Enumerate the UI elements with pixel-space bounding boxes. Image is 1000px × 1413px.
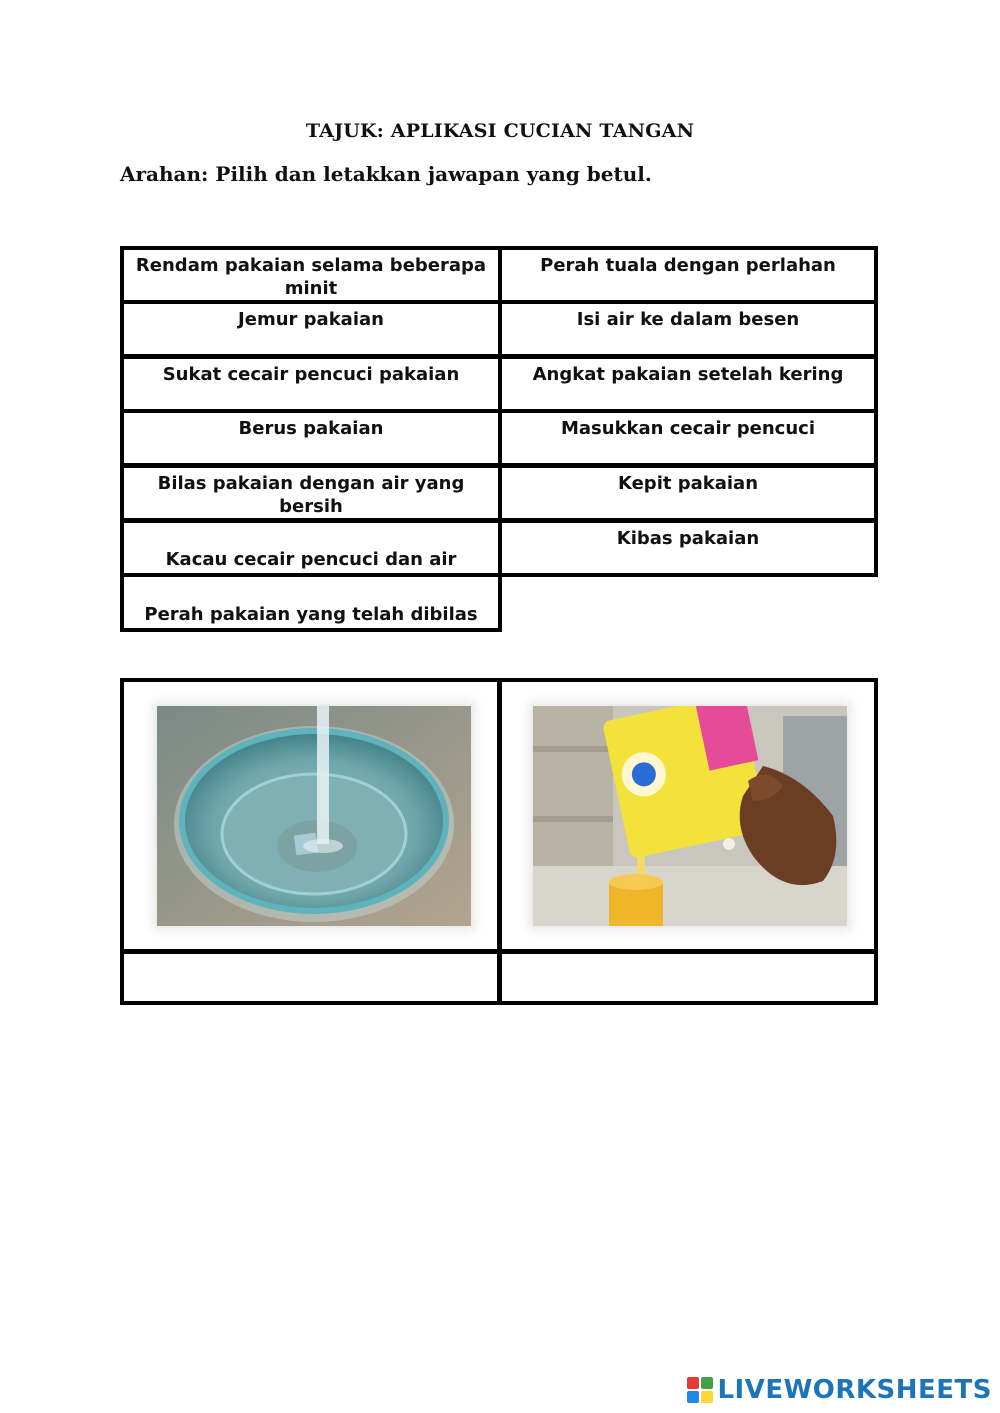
option-right-6[interactable] <box>498 519 878 577</box>
answer-dropzone-1[interactable] <box>124 954 497 1001</box>
option-label: Masukkan cecair pencuci <box>561 418 815 439</box>
option-right-1[interactable] <box>498 246 878 304</box>
option-left-6[interactable] <box>120 519 502 577</box>
logo-mark-icon <box>687 1377 713 1403</box>
option-label: Perah pakaian yang telah dibilas <box>144 604 478 625</box>
option-label: Kepit pakaian <box>617 473 759 494</box>
detergent-pour-photo <box>533 706 847 926</box>
option-right-3[interactable] <box>498 355 878 413</box>
option-left-1[interactable] <box>120 246 502 304</box>
answer-dropzone-2[interactable] <box>502 954 874 1001</box>
option-label: Berus pakaian <box>238 418 384 439</box>
liveworksheets-logo <box>687 1375 992 1405</box>
option-label: Jemur pakaian <box>238 309 384 330</box>
worksheet-title: TAJUK: APLIKASI CUCIAN TANGAN <box>305 120 695 142</box>
option-label: Angkat pakaian setelah kering <box>532 364 844 385</box>
logo-text: LIVEWORKSHEETS <box>717 1375 992 1405</box>
option-label: Perah tuala dengan perlahan <box>540 255 836 276</box>
option-label: Kibas pakaian <box>616 528 760 549</box>
option-right-4[interactable] <box>498 409 878 467</box>
option-label: Sukat cecair pencuci pakaian <box>162 364 460 385</box>
option-label: Kacau cecair pencuci dan air <box>165 549 457 570</box>
basin-water-photo <box>157 706 471 926</box>
option-left-7[interactable] <box>120 573 502 632</box>
option-left-3[interactable] <box>120 355 502 413</box>
option-left-4[interactable] <box>120 409 502 467</box>
option-left-5[interactable] <box>120 464 502 522</box>
option-label: Rendam pakaian selama beberapa minit <box>135 255 487 299</box>
option-label: Isi air ke dalam besen <box>576 309 800 330</box>
option-label: Bilas pakaian dengan air yang bersih <box>157 473 465 517</box>
option-left-2[interactable] <box>120 300 502 358</box>
option-right-2[interactable] <box>498 300 878 358</box>
option-right-5[interactable] <box>498 464 878 522</box>
instruction-text: Arahan: Pilih dan letakkan jawapan yang betul. <box>120 162 652 186</box>
